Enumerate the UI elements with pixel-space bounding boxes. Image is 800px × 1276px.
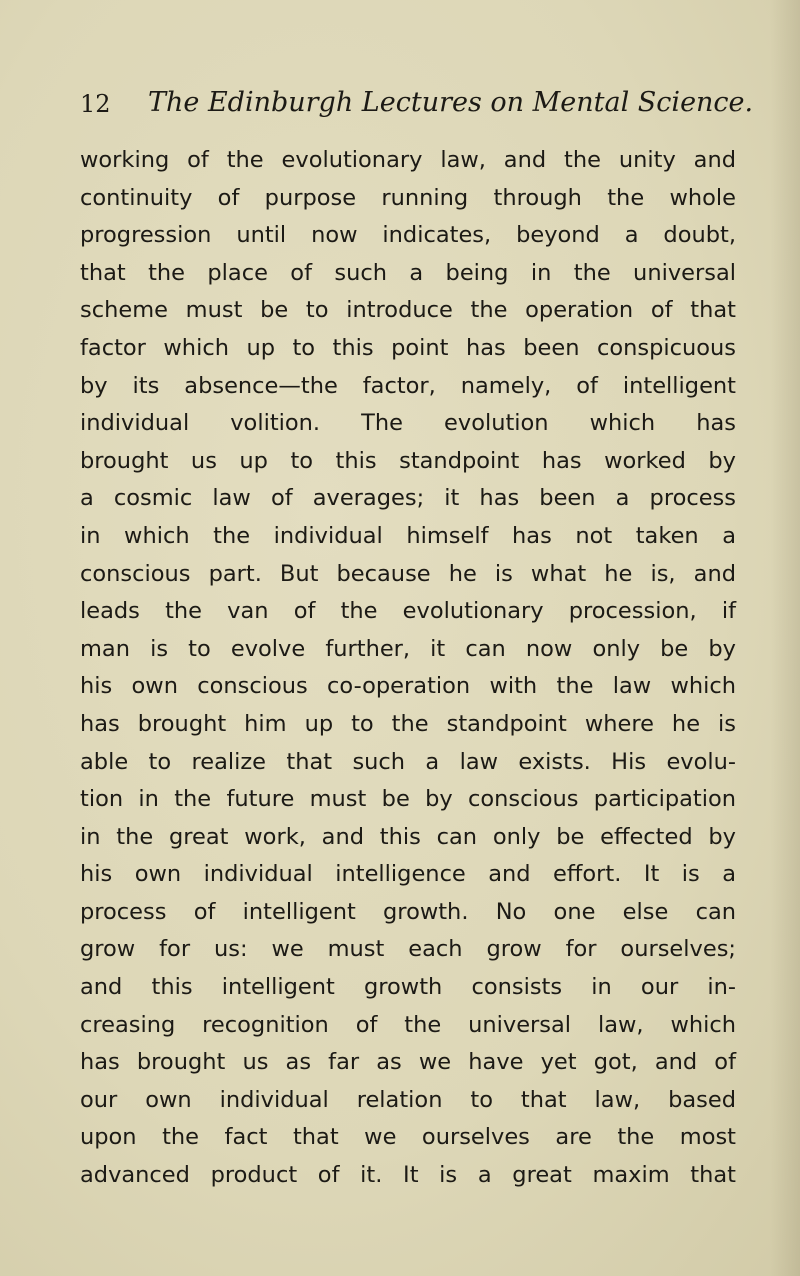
text-line: progression until now indicates, beyond a doubt, (80, 222, 736, 249)
text-line: able to realize that such a law exists. His evolu- (80, 748, 736, 775)
text-line: his own individual intelligence and effort. It is a (80, 861, 736, 888)
text-line: in which the individual himself has not taken a (80, 522, 736, 549)
text-line: scheme must be to introduce the operation of that (80, 297, 736, 324)
text-line: and this intelligent growth consists in our in- (80, 974, 736, 1001)
text-line: a cosmic law of averages; it has been a process (80, 485, 736, 512)
page-edge-shadow (770, 0, 800, 1276)
text-line: our own individual relation to that law, based (80, 1086, 736, 1113)
text-line: advanced product of it. It is a great maxim that (80, 1162, 736, 1189)
text-line: has brought him up to the standpoint where he is (80, 710, 736, 737)
text-line: tion in the future must be by conscious participation (80, 786, 736, 813)
text-line: brought us up to this standpoint has worked by (80, 447, 736, 474)
page-number: 12 (80, 90, 111, 118)
text-line: working of the evolutionary law, and the unity and (80, 147, 736, 173)
text-line: process of intelligent growth. No one else can (80, 898, 736, 925)
text-line: in the great work, and this can only be effected by (80, 823, 736, 850)
text-line: his own conscious co-operation with the law which (80, 673, 736, 700)
text-line: factor which up to this point has been conspicuous (80, 334, 736, 361)
running-title: The Edinburgh Lectures on Mental Science. (148, 87, 754, 118)
text-line: that the place of such a being in the universal (80, 259, 736, 286)
page-header (80, 84, 760, 124)
body-text (80, 142, 736, 1195)
text-line: leads the van of the evolutionary procession, if (80, 598, 736, 625)
text-line: creasing recognition of the universal law, which (80, 1011, 736, 1038)
text-line: has brought us as far as we have yet got, and of (80, 1049, 736, 1076)
text-line: man is to evolve further, it can now only be by (80, 635, 736, 662)
text-line: grow for us: we must each grow for ourselves; (80, 936, 736, 963)
text-line: by its absence—the factor, namely, of intelligent (80, 372, 736, 399)
text-line: individual volition. The evolution which has (80, 410, 736, 437)
text-line: upon the fact that we ourselves are the most (80, 1124, 736, 1151)
text-line: conscious part. But because he is what he is, and (80, 560, 736, 587)
text-line: continuity of purpose running through the whole (80, 184, 736, 211)
